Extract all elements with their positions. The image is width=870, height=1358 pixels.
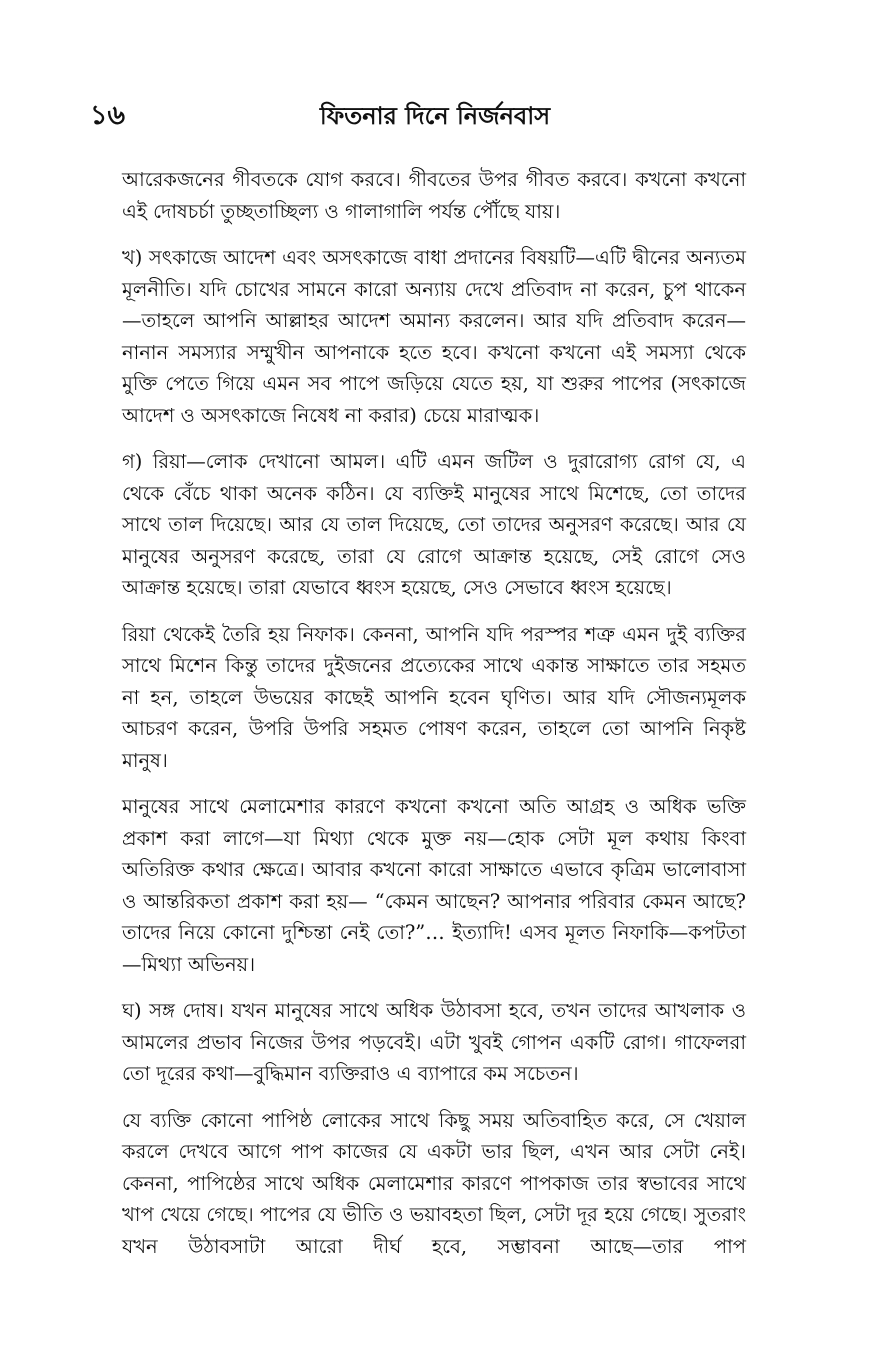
page-header [90,96,780,136]
paragraph: গ) রিয়া—লোক দেখানো আমল। এটি এমন জটিল ও দুরারোগ্য রোগ যে, এ থেকে বেঁচে থাকা অনেক কঠিন। যে ব্যক্তিই মানুষের সাথে মিশেছে, তো তাদের সাথে তাল দিয়েছে। আর যে তাল দিয়েছে, তো তাদের অনুসরণ করেছে। আর যে মানুষের অনুসরণ করেছে, তারা যে রোগে আক্রান্ত হয়েছে, সেই রোগে সেও আক্রান্ত হয়েছে। তারা যেভাবে ধ্বংস হয়েছে, সেও সেভাবে ধ্বংস হয়েছে। [122,450,746,599]
paragraph: আরেকজনের গীবতকে যোগ করবে। গীবতের উপর গীবত করবে। কখনো কখনো এই দোষচর্চা তুচ্ছতাচ্ছিল্য ও গালাগালি পর্যন্ত পৌঁছে যায়। [122,168,746,223]
paragraph: ঘ) সঙ্গ দোষ। যখন মানুষের সাথে অধিক উঠাবসা হবে, তখন তাদের আখলাক ও আমলের প্রভাব নিজের উপর পড়বেই। এটা খুবই গোপন একটি রোগ। গাফেলরা তো দূরের কথা—বুদ্ধিমান ব্যক্তিরাও এ ব্যাপারে কম সচেতন। [122,999,746,1085]
paragraph: যে ব্যক্তি কোনো পাপিষ্ঠ লোকের সাথে কিছু সময় অতিবাহিত করে, সে খেয়াল করলে দেখবে আগে পাপ কাজের যে একটা ভার ছিল, এখন আর সেটা নেই। কেননা, পাপিষ্ঠের সাথে অধিক মেলামেশার কারণে পাপকাজ তার স্বভাবের সাথে খাপ খেয়ে গেছে। পাপের যে ভীতি ও ভয়াবহতা ছিল, সেটা দূর হয়ে গেছে। সুতরাং যখন উঠাবসাটা আরো দীর্ঘ হবে, সম্ভাবনা আছে—তার পাপ [122,1108,746,1258]
body-text [122,164,746,1277]
running-title: ফিতনার দিনে নির্জনবাস [319,101,551,130]
paragraph: খ) সৎকাজে আদেশ এবং অসৎকাজে বাধা প্রদানের বিষয়টি—এটি দ্বীনের অন্যতম মূলনীতি। যদি চোখের সামনে কারো অন্যায় দেখে প্রতিবাদ না করেন, চুপ থাকেন—তাহলে আপনি আল্লাহর আদেশ অমান্য করলেন। আর যদি প্রতিবাদ করেন—নানান সমস্যার সম্মুখীন আপনাকে হতে হবে। কখনো কখনো এই সমস্যা থেকে মুক্তি পেতে গিয়ে এমন সব পাপে জড়িয়ে যেতে হয়, যা শুরুর পাপের (সৎকাজে আদেশ ও অসৎকাজে নিষেধ না করার) চেয়ে মারাত্মক। [122,246,746,427]
paragraph: রিয়া থেকেই তৈরি হয় নিফাক। কেননা, আপনি যদি পরস্পর শত্রু এমন দুই ব্যক্তির সাথে মিশেন কিন্তু তাদের দুইজনের প্রত্যেকের সাথে একান্ত সাক্ষাতে তার সহমত না হন, তাহলে উভয়ের কাছেই আপনি হবেন ঘৃণিত। আর যদি সৌজন্যমূলক আচরণ করেন, উপরি উপরি সহমত পোষণ করেন, তাহলে তো আপনি নিকৃষ্ট মানুষ। [122,622,746,772]
paragraph: মানুষের সাথে মেলামেশার কারণে কখনো কখনো অতি আগ্রহ ও অধিক ভক্তি প্রকাশ করা লাগে—যা মিথ্যা থেকে মুক্ত নয়—হোক সেটা মূল কথায় কিংবা অতিরিক্ত কথার ক্ষেত্রে। আবার কখনো কারো সাক্ষাতে এভাবে কৃত্রিম ভালোবাসা ও আন্তরিকতা প্রকাশ করা হয়— “কেমন আছেন? আপনার পরিবার কেমন আছে? তাদের নিয়ে কোনো দুশ্চিন্তা নেই তো?”… ইত্যাদি! এসব মূলত নিফাকি—কপটতা—মিথ্যা অভিনয়। [122,795,746,976]
page-number: ১৬ [90,100,126,131]
